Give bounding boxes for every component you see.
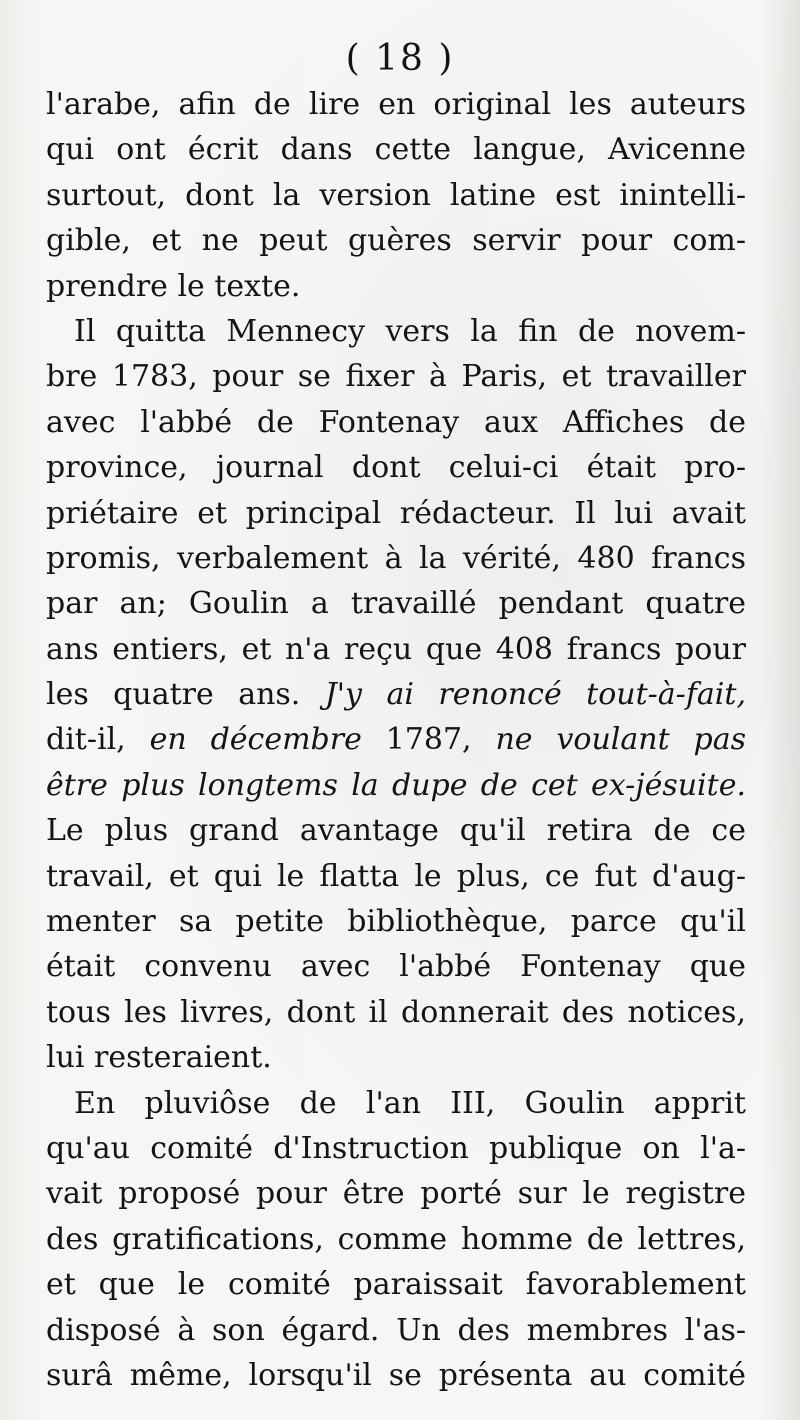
text-line [46, 763, 746, 808]
text-segment: priétaire et principal rédacteur. Il lui avait [46, 495, 746, 531]
text-segment: les quatre ans. [46, 677, 325, 713]
italic-text-segment: J'y ai renoncé tout-à-fait, [324, 677, 746, 713]
text-line [46, 82, 746, 127]
text-segment: Le plus grand avantage qu'il retira de ce [46, 813, 746, 849]
italic-text-segment: en décembre [149, 722, 362, 758]
text-segment: surtout, dont la version latine est inintelli- [46, 177, 746, 213]
italic-text-segment: ne voulant pas [495, 722, 746, 758]
text-line [46, 1126, 746, 1171]
text-line [46, 1035, 746, 1080]
text-line [46, 491, 746, 536]
text-segment: promis, verbalement à la vérité, 480 francs [46, 540, 746, 576]
text-segment: gible, et ne peut guères servir pour com- [46, 223, 746, 259]
text-segment: lui resteraient. [46, 1040, 272, 1076]
text-line [46, 1308, 746, 1353]
text-segment: l'arabe, afin de lire en original les auteurs [46, 87, 746, 122]
text-line [46, 1171, 746, 1216]
text-line [46, 672, 746, 717]
text-segment: tous les livres, dont il donnerait des notices, [46, 994, 746, 1030]
text-line [46, 808, 746, 853]
text-segment: qu'au comité d'Instruction publique on l'a- [46, 1130, 746, 1166]
page-number: ( 18 ) [345, 38, 455, 79]
text-segment: disposé à son égard. Un des membres l'as- [46, 1312, 746, 1348]
italic-text-segment: être plus longtems la dupe de cet ex-jésuite. [46, 767, 746, 803]
text-segment: dit-il, [46, 722, 150, 758]
text-line [46, 173, 746, 218]
text-line [46, 264, 746, 309]
text-segment: prendre le texte. [46, 268, 301, 304]
text-line [46, 1217, 746, 1262]
text-line [46, 854, 746, 899]
text-segment: vait proposé pour être porté sur le registre [46, 1176, 746, 1212]
text-segment: bre 1783, pour se fixer à Paris, et travailler [46, 359, 746, 395]
text-line [46, 354, 746, 399]
body-text [46, 82, 746, 1398]
text-line [46, 536, 746, 581]
text-segment: Il quitta Mennecy vers la fin de novem- [74, 313, 746, 349]
text-segment: qui ont écrit dans cette langue, Avicenne [46, 132, 746, 168]
text-line [46, 1081, 746, 1126]
text-line [46, 1353, 746, 1398]
text-segment: travail, et qui le flatta le plus, ce fut d'aug- [46, 858, 746, 894]
text-segment: était convenu avec l'abbé Fontenay que [46, 949, 746, 985]
text-line [46, 990, 746, 1035]
text-line [46, 445, 746, 490]
text-line [46, 127, 746, 172]
text-line [46, 400, 746, 445]
text-line [46, 309, 746, 354]
text-segment: En pluviôse de l'an III, Goulin apprit [74, 1085, 746, 1121]
text-line [46, 1262, 746, 1307]
text-line [46, 717, 746, 762]
text-segment: province, journal dont celui-ci était pro- [46, 450, 746, 486]
text-line [46, 627, 746, 672]
text-segment: ans entiers, et n'a reçu que 408 francs pour [46, 631, 746, 667]
text-segment: avec l'abbé de Fontenay aux Affiches de [46, 404, 746, 440]
text-segment: et que le comité paraissait favorablement [46, 1267, 746, 1303]
text-line [46, 899, 746, 944]
text-line [46, 944, 746, 989]
text-line [46, 218, 746, 263]
text-segment: des gratifications, comme homme de lettres, [46, 1221, 746, 1257]
text-segment: surâ même, lorsqu'il se présenta au comité [46, 1357, 746, 1393]
text-segment: 1787, [361, 722, 496, 758]
text-segment: menter sa petite bibliothèque, parce qu'il [46, 904, 746, 940]
text-segment: par an; Goulin a travaillé pendant quatre [46, 586, 746, 622]
text-line [46, 581, 746, 626]
